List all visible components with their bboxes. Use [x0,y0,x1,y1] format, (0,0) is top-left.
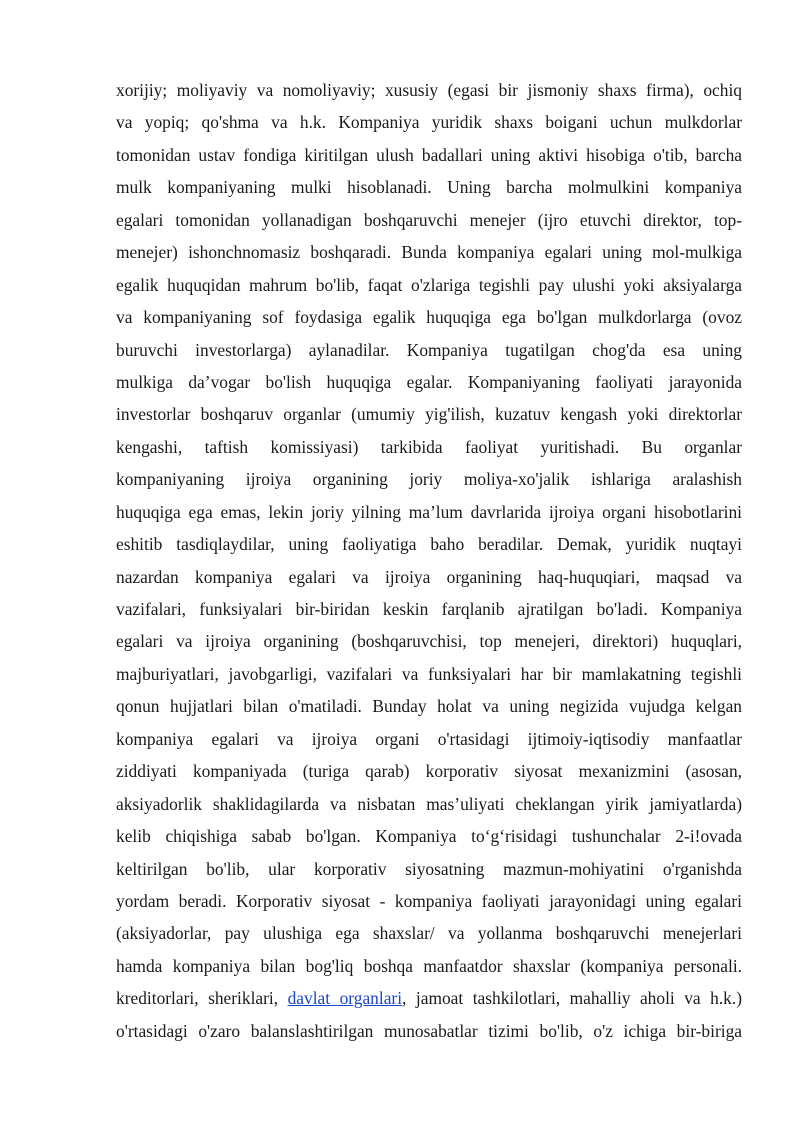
text-line: yordam beradi. Korporativ siyosat - kompaniya faoliyati jarayonidagi uning egalari [116,890,742,911]
text-line: nazardan kompaniya egalari va ijroiya organining haq-huquqiari, maqsad va [116,566,742,587]
text-line: aksiyadorlik shaklidagilarda va nisbatan mas’uliyati cheklangan yirik jamiyatlarda) [116,793,742,814]
text-line: keltirilgan bo'lib, ular korporativ siyosatning mazmun-mohiyatini o'rganishda [116,858,742,879]
text-line: vazifalari, funksiyalari bir-biridan keskin farqlanib ajratilgan bo'ladi. Kompaniya [116,599,742,619]
text-line: va yopiq; qo'shma va h.k. Kompaniya yuridik shaxs boigani uchun mulkdorlar [116,112,742,133]
text-line-with-link [116,982,742,1014]
text-line: kengashi, taftish komissiyasi) tarkibida faoliyat yuritishadi. Bu organlar [116,436,742,457]
document-page [116,74,742,1047]
text-line: mulkiga da’vogar bo'lish huquqiga egalar. Kompaniyaning faoliyati jarayonida [116,371,742,392]
text-line: kompaniya egalari va ijroiya organi o'rtasidagi ijtimoiy-iqtisodiy manfaatlar [116,728,742,749]
davlat-organlari-link[interactable]: davlat organlari [287,988,403,1009]
text-line: qonun hujjatlari bilan o'matiladi. Bunday holat va uning negizida vujudga kelgan [116,696,742,717]
text-line: kelib chiqishiga sabab bo'lgan. Kompaniya to‘g‘risidagi tushunchalar 2-i!ovada [116,826,742,847]
text-line: buruvchi investorlarga) aylanadilar. Kompaniya tugatilgan chog'da esa uning [116,339,742,360]
text-line: majburiyatlari, javobgarligi, vazifalari va funksiyalari har bir mamlakatning tegishli [116,663,742,684]
text-line: va kompaniyaning sof foydasiga egalik huquqiga ega bo'lgan mulkdorlarga (ovoz [116,307,742,328]
link-line-after: , jamoat tashkilotlari, mahalliy aholi va h.k.) [402,988,743,1009]
text-line: o'rtasidagi o'zaro balanslashtirilgan munosabatlar tizimi bo'lib, o'z ichiga bir-biriga [116,1020,742,1041]
text-line: egalik huquqidan mahrum bo'lib, faqat o'zlariga tegishli pay ulushi yoki aksiyalarga [116,274,742,295]
text-line: (aksiyadorlar, pay ulushiga ega shaxslar/ va yollanma boshqaruvchi menejerlari [116,923,742,944]
text-line: kompaniyaning ijroiya organining joriy moliya-xo'jalik ishlariga aralashish [116,469,742,490]
text-line: tomonidan ustav fondiga kiritilgan ulush badallari uning aktivi hisobiga o'tib, barcha [116,144,742,165]
text-line: egalari tomonidan yollanadigan boshqaruvchi menejer (ijro etuvchi direktor, top- [116,209,742,230]
text-line: menejer) ishonchnomasiz boshqaradi. Bunda kompaniya egalari uning mol-mulkiga [116,242,742,263]
text-line: hamda kompaniya bilan bog'liq boshqa manfaatdor shaxslar (kompaniya personali. [116,955,742,976]
text-line: investorlar boshqaruv organlar (umumiy yig'ilish, kuzatuv kengash yoki direktorlar [116,404,742,425]
body-text [116,74,742,982]
text-line: huquqiga ega emas, lekin joriy yilning ma’lum davrlarida ijroiya organi hisobotlarini [116,501,742,522]
text-line: egalari va ijroiya organining (boshqaruvchisi, top menejeri, direktori) huquqlari, [116,631,742,652]
text-line: ziddiyati kompaniyada (turiga qarab) korporativ siyosat mexanizmini (asosan, [116,761,742,782]
text-line: mulk kompaniyaning mulki hisoblanadi. Uning barcha molmulkini kompaniya [116,177,742,198]
link-line-before: kreditorlari, sheriklari, [116,988,288,1009]
text-line: xorijiy; moliyaviy va nomoliyaviy; xususiy (egasi bir jismoniy shaxs firma), ochiq [116,80,742,100]
text-line: eshitib tasdiqlaydilar, uning faoliyatiga baho beradilar. Demak, yuridik nuqtayi [116,534,742,555]
